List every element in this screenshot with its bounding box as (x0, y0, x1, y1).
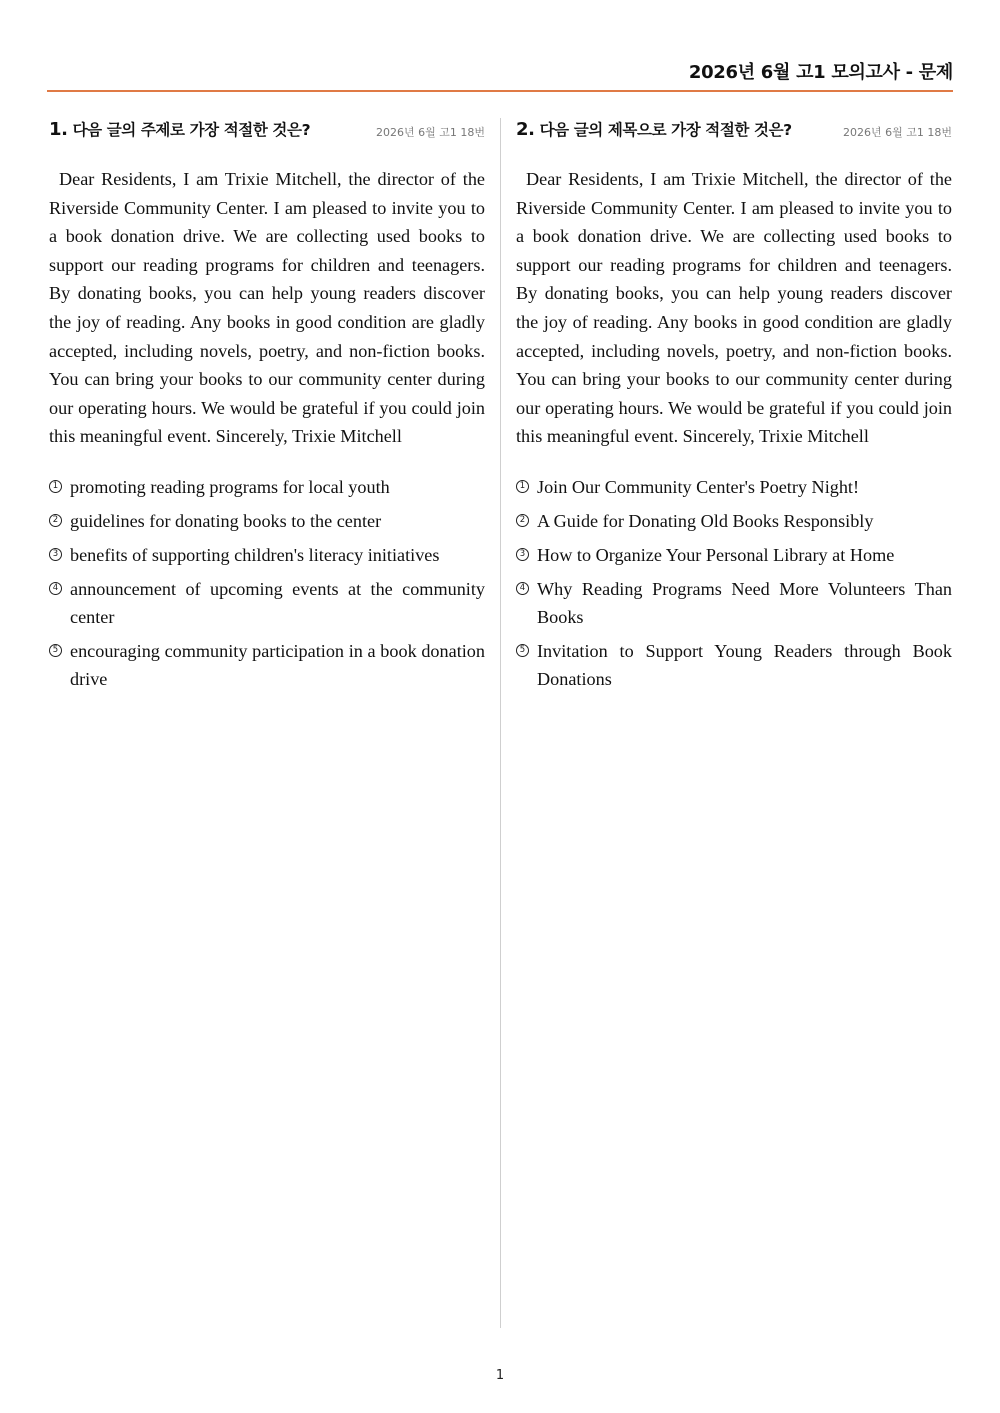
question-prompt: 다음 글의 제목으로 가장 적절한 것은? (539, 121, 792, 139)
page-header (47, 58, 953, 92)
choice-1[interactable] (516, 473, 952, 501)
choice-number-icon: 4 (516, 582, 529, 595)
choice-number-icon: 3 (516, 548, 529, 561)
choice-4[interactable] (516, 575, 952, 631)
choice-number-icon: 4 (49, 582, 62, 595)
choice-2[interactable] (516, 507, 952, 535)
choice-5[interactable] (516, 637, 952, 693)
question-title (516, 118, 792, 140)
question-header (49, 118, 485, 144)
choice-text: How to Organize Your Personal Library at Home (537, 544, 895, 565)
question-number: 1. (49, 119, 68, 140)
choice-number-icon: 1 (516, 480, 529, 493)
question-source: 2026년 6월 고1 18번 (376, 126, 485, 139)
choice-number-icon: 5 (49, 644, 62, 657)
choice-text: guidelines for donating books to the center (70, 510, 382, 531)
choice-4[interactable] (49, 575, 485, 631)
choice-number-icon: 3 (49, 548, 62, 561)
choice-text: benefits of supporting children's literacy initiatives (70, 544, 440, 565)
question-title (49, 118, 310, 140)
choice-number-icon: 2 (49, 514, 62, 527)
question-source: 2026년 6월 고1 18번 (843, 126, 952, 139)
question-prompt: 다음 글의 주제로 가장 적절한 것은? (72, 121, 311, 139)
exam-title: 2026년 6월 고1 모의고사 - 문제 (688, 62, 953, 83)
question-2 (516, 118, 952, 699)
column-divider (500, 118, 501, 1328)
choice-list (49, 473, 485, 693)
choice-5[interactable] (49, 637, 485, 693)
choice-3[interactable] (49, 541, 485, 569)
choice-text: Why Reading Programs Need More Volunteers Than Books (537, 578, 952, 627)
choice-2[interactable] (49, 507, 485, 535)
passage: Dear Residents, I am Trixie Mitchell, the director of the Riverside Community Center. I am pleased to invite you to a book donation drive. We are collecting used books to support our reading programs for children and teenagers. By donating books, you can help young readers discover the joy of reading. Any books in good condition are gladly accepted, including novels, poetry, and non-fiction books. You can bring your books to our community center during our operating hours. We would be grateful if you could join this meaningful event. Sincerely, Trixie Mitchell (49, 169, 485, 447)
question-header (516, 118, 952, 144)
question-number: 2. (516, 119, 535, 140)
choice-text: promoting reading programs for local youth (70, 476, 390, 497)
choice-text: A Guide for Donating Old Books Responsibly (537, 510, 874, 531)
passage: Dear Residents, I am Trixie Mitchell, the director of the Riverside Community Center. I am pleased to invite you to a book donation drive. We are collecting used books to support our reading programs for children and teenagers. By donating books, you can help young readers discover the joy of reading. Any books in good condition are gladly accepted, including novels, poetry, and non-fiction books. You can bring your books to our community center during our operating hours. We would be grateful if you could join this meaningful event. Sincerely, Trixie Mitchell (516, 169, 952, 447)
choice-text: announcement of upcoming events at the community center (70, 578, 485, 627)
page-number: 1 (495, 1368, 505, 1383)
choice-text: Join Our Community Center's Poetry Night! (537, 476, 860, 497)
choice-number-icon: 5 (516, 644, 529, 657)
choice-text: Invitation to Support Young Readers through Book Donations (537, 640, 952, 689)
choice-number-icon: 2 (516, 514, 529, 527)
choice-3[interactable] (516, 541, 952, 569)
choice-text: encouraging community participation in a book donation drive (70, 640, 485, 689)
question-1 (49, 118, 485, 699)
choice-1[interactable] (49, 473, 485, 501)
choice-list (516, 473, 952, 693)
choice-number-icon: 1 (49, 480, 62, 493)
